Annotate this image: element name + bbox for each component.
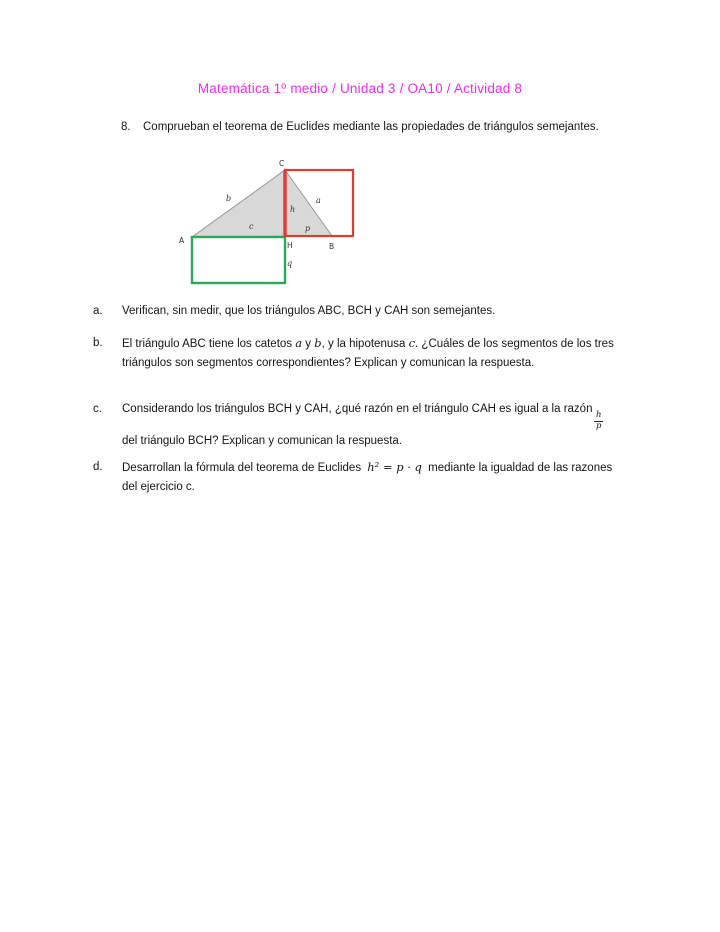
problem-number: 8. <box>121 121 131 133</box>
var-a: a <box>295 336 303 350</box>
label-side-a: a <box>316 196 321 205</box>
page-title: Matemática 1º medio / Unidad 3 / OA10 / Actividad 8 <box>197 81 523 96</box>
item-b <box>93 334 614 372</box>
label-segment-q: q <box>287 259 293 268</box>
var-c: c <box>408 336 416 350</box>
item-b-text: El triángulo ABC tiene los catetos a y b, y la hipotenusa c. ¿Cuáles de los segmentos de los tres triángulos son segmentos correspondientes? Explican y comunican la respuesta. <box>122 336 614 369</box>
label-vertex-b: B <box>329 242 335 251</box>
label-side-b: b <box>226 194 232 203</box>
label-segment-p: p <box>305 224 311 233</box>
problem-8 <box>121 118 623 136</box>
label-side-c: c <box>249 222 254 231</box>
item-a-text: Verifican, sin medir, que los triángulos ABC, BCH y CAH son semejantes. <box>122 305 496 317</box>
fraction-h-over-p: $\frac{h}{p}$ <box>595 410 602 431</box>
euclid-theorem-figure <box>170 150 370 295</box>
item-b-label: b. <box>93 337 103 349</box>
label-foot-h: H <box>287 241 293 250</box>
problem-text: Comprueban el teorema de Euclides mediante las propiedades de triángulos semejantes. <box>143 121 599 133</box>
item-c-text: Considerando los triángulos BCH y CAH, ¿qué razón en el triángulo CAH es igual a la razón $\frac{h}{p}$ del triángulo BCH? Explican y comunican la respuesta. <box>122 403 602 447</box>
label-vertex-a: A <box>179 236 185 245</box>
item-d <box>93 458 614 496</box>
item-a-label: a. <box>93 305 103 317</box>
var-b: b <box>314 336 322 350</box>
triangle-abc <box>192 170 332 237</box>
item-d-text: Desarrollan la fórmula del teorema de Euclides h² = p · q mediante la igualdad de las razones del ejercicio c. <box>122 460 613 493</box>
item-d-label: d. <box>93 461 103 473</box>
item-c <box>93 400 614 450</box>
euclid-formula: h² = p · q <box>367 460 422 474</box>
label-altitude-h: h <box>290 205 296 214</box>
item-c-label: c. <box>93 403 102 415</box>
figure-svg <box>170 150 370 295</box>
item-a <box>93 302 614 321</box>
label-vertex-c: C <box>279 159 285 168</box>
green-rectangle <box>192 237 285 283</box>
